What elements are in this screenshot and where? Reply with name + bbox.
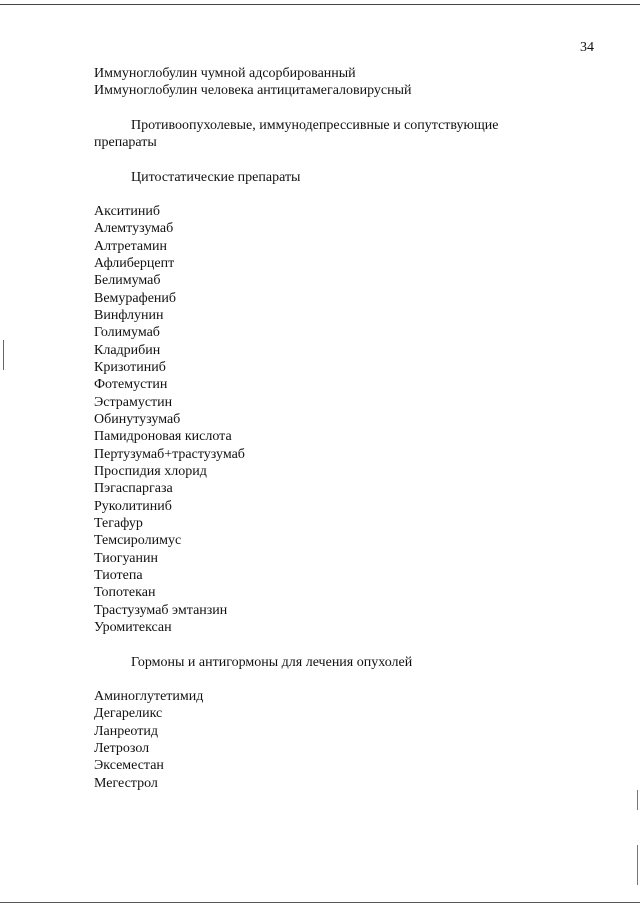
list-item: Темсиролимус xyxy=(94,533,182,549)
list-item: Топотекан xyxy=(94,585,156,601)
list-item: Уромитексан xyxy=(94,619,172,635)
list-item: Обинутузумаб xyxy=(94,411,181,427)
list-item: Летрозол xyxy=(94,740,150,756)
list-item: Винфлунин xyxy=(94,307,164,323)
list-item: Афлиберцепт xyxy=(94,255,175,271)
scan-edge-bottom xyxy=(0,902,640,903)
scan-mark-right xyxy=(637,845,638,885)
list-item: Дегареликс xyxy=(94,706,163,722)
list-item: Эстрамустин xyxy=(94,394,173,410)
hormones-heading: Гормоны и антигормоны для лечения опухолей xyxy=(131,655,413,670)
list-item: Аминоглутетимид xyxy=(94,689,204,704)
page-number: 34 xyxy=(580,40,594,55)
list-item: Тиотепа xyxy=(94,567,143,583)
list-item: Голимумаб xyxy=(94,325,160,341)
list-item: Кризотиниб xyxy=(94,359,166,375)
list-item: Вемурафениб xyxy=(94,290,177,306)
list-item: Мегестрол xyxy=(94,775,158,791)
list-item: Белимумаб xyxy=(94,273,161,289)
intro-line: Иммуноглобулин человека антицитамегаловирусный xyxy=(94,83,412,98)
intro-line: Иммуноглобулин чумной адсорбированный xyxy=(94,66,356,81)
list-item: Проспидия хлорид xyxy=(94,463,207,479)
list-item: Фотемустин xyxy=(94,377,168,393)
list-item: Тегафур xyxy=(94,515,143,531)
list-item: Пертузумаб+трастузумаб xyxy=(94,446,245,462)
scan-mark-left xyxy=(3,340,4,370)
scan-mark-right xyxy=(637,790,638,810)
list-item: Трастузумаб эмтанзин xyxy=(94,602,228,618)
list-item: Кладрибин xyxy=(94,342,161,358)
list-item: Акситиниб xyxy=(94,204,160,219)
hormones-list xyxy=(94,688,203,792)
list-item: Ланреотид xyxy=(94,723,158,739)
list-item: Руколитиниб xyxy=(94,498,172,514)
list-item: Эксеместан xyxy=(94,758,164,774)
cytostatic-list xyxy=(94,203,245,636)
list-item: Алемтузумаб xyxy=(94,221,174,237)
section-heading: Противоопухолевые, иммунодепрессивные и сопутствующие xyxy=(131,118,499,133)
cytostatic-heading: Цитостатические препараты xyxy=(131,170,301,185)
list-item: Тиогуанин xyxy=(94,550,158,566)
list-item: Пэгаспаргаза xyxy=(94,481,173,497)
scan-edge-top xyxy=(0,4,640,5)
list-item: Алтретамин xyxy=(94,238,167,254)
section-heading-continued: препараты xyxy=(94,135,157,150)
list-item: Памидроновая кислота xyxy=(94,429,232,445)
